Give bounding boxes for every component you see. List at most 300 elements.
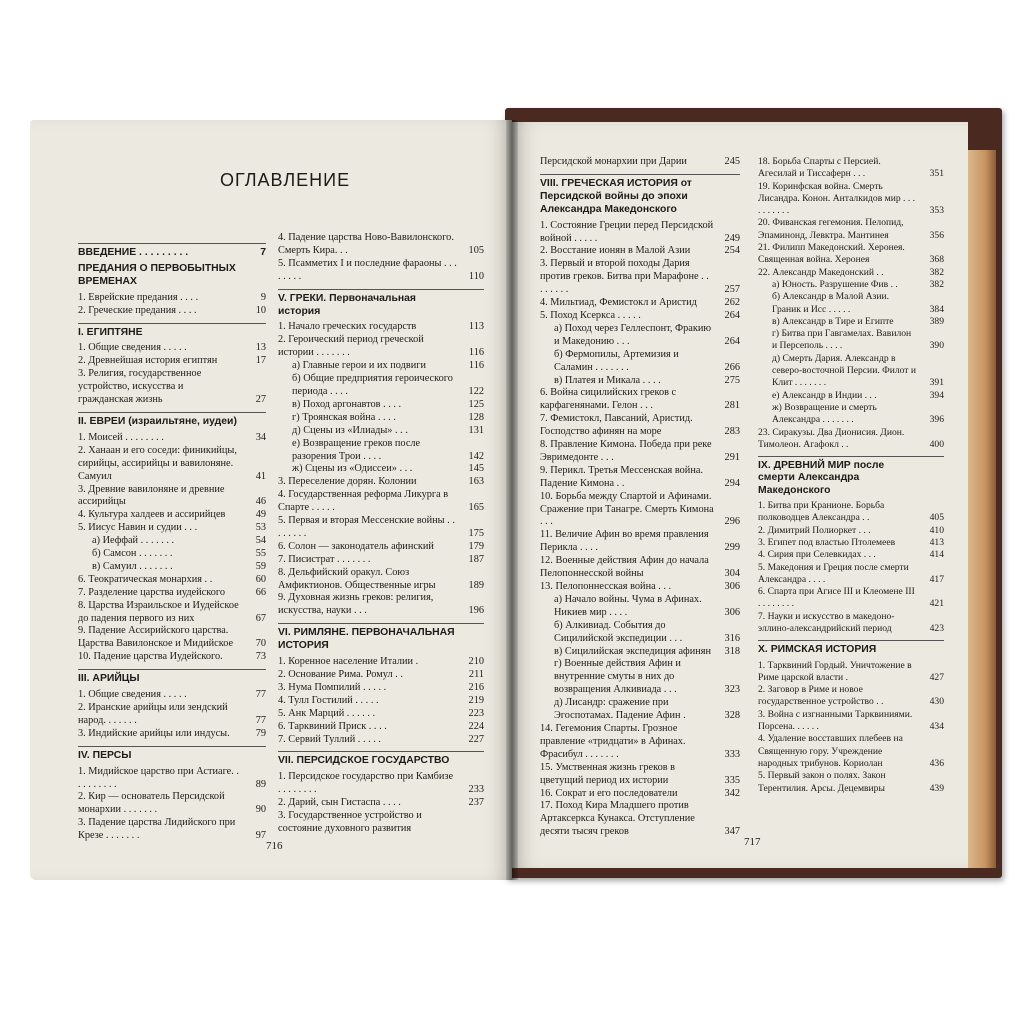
- toc-entry-title: 2. Основание Рима. Ромул . .: [278, 669, 403, 680]
- toc-entry-title: 7. Науки и искусство в македоно-эллино-александрийский период: [758, 610, 895, 634]
- toc-entry-page: 113: [468, 321, 484, 333]
- toc-entry: [758, 709, 944, 734]
- section-heading: [278, 289, 484, 319]
- toc-entry-title: 7. Разделение царства иудейского: [78, 586, 225, 598]
- toc-entry-page: 351: [929, 168, 944, 180]
- toc-entry: [540, 555, 740, 581]
- toc-entry: [278, 810, 484, 836]
- toc-entry-title: 2. Древнейшая история египтян: [78, 355, 218, 367]
- toc-entry-page: 54: [255, 535, 266, 547]
- toc-entry: [540, 620, 740, 646]
- toc-entry-title: 6. Солон — законодатель афинский: [278, 540, 434, 552]
- toc-entry-page: 128: [468, 411, 484, 423]
- toc-entry-page: 257: [724, 284, 740, 296]
- toc-entry-title: 2. Димитрий Полиоркет . . .: [758, 524, 871, 536]
- toc-entry-page: 436: [929, 757, 944, 769]
- toc-entry: [278, 682, 484, 695]
- toc-entry-title: 23. Сиракузы. Два Дионисия. Дион. Тимолеон. Агафокл . .: [758, 426, 905, 450]
- toc-entry-title: 1. Моисей . . . . . . . .: [78, 431, 164, 443]
- toc-entry-page: 179: [468, 540, 484, 552]
- toc-entry-title: а) Юность. Разрушение Фив . .: [772, 278, 898, 290]
- toc-entry-title: 3. Египет под властью Птолемеев: [758, 536, 896, 548]
- toc-entry: [278, 554, 484, 567]
- toc-entry: [758, 586, 944, 611]
- toc-entry-title: б) Общие предприятия героического периода . . . .: [292, 373, 453, 397]
- toc-entry: [278, 412, 484, 425]
- toc-entry-page: 116: [468, 347, 484, 359]
- toc-entry-title: в) Платея и Микала . . . .: [554, 374, 661, 386]
- toc-entry: [540, 258, 740, 297]
- toc-entry: [278, 541, 484, 554]
- toc-entry-page: 145: [468, 463, 484, 475]
- toc-entry-page: 430: [929, 696, 944, 708]
- toc-entry-title: е) Возвращение греков после разорения Трои . . . .: [292, 437, 421, 462]
- toc-entry-page: 233: [468, 784, 484, 796]
- toc-entry: [78, 817, 266, 843]
- toc-entry-page: 237: [468, 797, 484, 809]
- toc-entry-title: 1. Тарквиний Гордый. Уничтожение в Риме царской власти .: [758, 659, 912, 683]
- toc-entry-title: 2. Кир — основатель Персидской монархии . . . . . . .: [78, 791, 225, 816]
- toc-entry-page: 264: [724, 335, 740, 347]
- toc-entry: [278, 399, 484, 412]
- toc-entry: [78, 548, 266, 561]
- toc-entry-title: 8. Правление Кимона. Победа при реке Эвримедонте . . .: [540, 439, 712, 463]
- toc-entry-title: 1. Общие сведения . . . . .: [78, 689, 187, 701]
- toc-entry: [758, 267, 944, 279]
- toc-entry-title: д) Смерть Дария. Александр в северо-восточной Персии. Филот и Клит . . . . . . .: [772, 352, 917, 389]
- toc-entry-page: 97: [255, 830, 266, 842]
- toc-entry: [278, 567, 484, 593]
- toc-entry-page: 70: [255, 638, 266, 650]
- toc-entry-title: 4. Удаление восставших плебеев на Священную гору. Учреждение народных трибунов. Кориолан: [758, 733, 903, 769]
- toc-entry-title: ПРЕДАНИЯ О ПЕРВОБЫТНЫХ ВРЕМЕНАХ: [78, 262, 236, 287]
- toc-entry: [758, 770, 944, 795]
- toc-entry-page: 77: [255, 714, 266, 726]
- toc-entry-page: 53: [255, 522, 266, 534]
- toc-entry-page: 306: [724, 606, 740, 618]
- toc-entry: [278, 797, 484, 810]
- section-heading: [758, 640, 944, 656]
- toc-entry-title: д) Сцены из «Илиады» . . .: [292, 424, 408, 436]
- toc-entry: [540, 245, 740, 258]
- toc-entry: [278, 360, 484, 373]
- toc-entry-page: 73: [255, 651, 266, 663]
- toc-entry: [78, 484, 266, 510]
- toc-entry-page: 66: [255, 586, 266, 598]
- toc-entry-page: 423: [929, 622, 944, 634]
- toc-entry: [540, 323, 740, 349]
- toc-entry-page: 335: [724, 774, 740, 786]
- toc-entry: [540, 723, 740, 762]
- toc-entry-title: 3. Государственное устройство и состояние духовного развития: [278, 810, 422, 834]
- toc-entry: [540, 349, 740, 375]
- toc-entry: [78, 535, 266, 548]
- section-heading: [78, 669, 266, 686]
- toc-entry: [540, 491, 740, 530]
- toc-entry: [758, 390, 944, 402]
- toc-entry-page: 368: [929, 254, 944, 266]
- toc-entry: [78, 791, 266, 817]
- toc-entry-title: 1. Персидское государство при Камбизе . . . . . . . .: [278, 771, 454, 796]
- toc-entry-title: е) Александр в Индии . . .: [772, 389, 877, 401]
- toc-entry-title: а) Главные герои и их подвиги: [292, 360, 426, 372]
- toc-entry-title: VI. РИМЛЯНЕ. ПЕРВОНАЧАЛЬНАЯ ИСТОРИЯ: [278, 627, 455, 652]
- toc-entry-page: 227: [468, 733, 484, 745]
- toc-entry-title: III. АРИЙЦЫ: [78, 673, 140, 685]
- toc-entry: [758, 684, 944, 709]
- toc-entry-title: б) Самсон . . . . . . .: [92, 548, 173, 560]
- toc-entry-page: 333: [724, 748, 740, 760]
- toc-entry-title: д) Лисандр: сражение при Эгоспотамах. Падение Афин .: [554, 697, 686, 722]
- toc-entry-title: 7. Писистрат . . . . . . .: [278, 553, 371, 565]
- toc-entry: [540, 310, 740, 323]
- toc-entry-page: 347: [724, 826, 740, 838]
- toc-column-4: [758, 156, 944, 795]
- toc-entry-title: 1. Еврейские предания . . . .: [78, 291, 199, 303]
- toc-entry-title: в) Александр в Тире и Египте: [772, 315, 894, 327]
- toc-entry-title: б) Фермопилы, Артемизия и Саламин . . . . . . .: [554, 348, 679, 373]
- toc-entry-title: 9. Падение Ассирийского царства. Царства Вавилонское и Мидийское: [78, 625, 234, 650]
- toc-entry: [78, 522, 266, 535]
- toc-entry-title: V. ГРЕКИ. Первоначальная история: [278, 292, 416, 317]
- toc-entry-title: 4. Государственная реформа Ликурга в Спарте . . . . .: [278, 489, 449, 514]
- toc-entry-page: 216: [468, 681, 484, 693]
- toc-entry-page: 210: [468, 656, 484, 668]
- toc-entry-title: 5. Анк Марций . . . . . .: [278, 707, 376, 719]
- toc-entry-title: 13. Пелопоннесская война . . .: [540, 581, 672, 592]
- page-title: ОГЛАВЛЕНИЕ: [220, 170, 351, 190]
- toc-entry-page: 400: [929, 438, 944, 450]
- toc-entry: [278, 476, 484, 489]
- section-heading: [758, 456, 944, 497]
- toc-entry: [758, 611, 944, 636]
- toc-entry: [278, 373, 484, 399]
- toc-entry-title: 1. Состояние Греции перед Персидской войной . . . . .: [540, 219, 714, 244]
- toc-entry: [78, 342, 266, 355]
- toc-column-3: [540, 156, 740, 839]
- toc-entry-title: 4. Мильтиад, Фемистокл и Аристид: [540, 297, 697, 309]
- toc-entry-page: 49: [255, 509, 266, 521]
- toc-entry-page: 67: [255, 612, 266, 624]
- toc-entry: [278, 771, 484, 797]
- toc-entry-page: 249: [724, 232, 740, 244]
- toc-entry-title: 3. Древние вавилоняне и древние ассирийцы: [78, 483, 225, 508]
- toc-entry-page: 342: [724, 787, 740, 799]
- toc-entry-title: 10. Борьба между Спартой и Афинами. Сражение при Танагре. Смерть Кимона . . .: [540, 490, 714, 528]
- toc-entry-page: 414: [929, 549, 944, 561]
- toc-entry: [278, 425, 484, 438]
- toc-entry-title: 12. Военные действия Афин до начала Пелопоннесской войны: [540, 555, 709, 580]
- toc-entry-page: 60: [255, 573, 266, 585]
- book-gutter: [506, 120, 518, 880]
- toc-entry-title: 5. Поход Ксеркса . . . . .: [540, 309, 641, 321]
- toc-entry-title: 4. Тулл Гостилий . . . . .: [278, 694, 379, 706]
- toc-entry-page: 196: [468, 605, 484, 617]
- toc-entry-page: 323: [724, 684, 740, 696]
- toc-entry: [78, 561, 266, 574]
- toc-entry-title: б) Алкивиад. События до Сицилийской экспедиции . . .: [554, 619, 683, 644]
- toc-entry-page: 316: [724, 632, 740, 644]
- toc-entry: [540, 413, 740, 439]
- toc-entry-page: 434: [929, 721, 944, 733]
- toc-entry-title: Персидской монархии при Дарии: [540, 156, 687, 167]
- toc-entry-page: 77: [255, 689, 266, 701]
- toc-entry: [758, 660, 944, 685]
- toc-entry: [758, 733, 944, 770]
- toc-entry-page: 394: [929, 389, 944, 401]
- toc-entry-page: 79: [255, 727, 266, 739]
- toc-entry-title: 2. Восстание ионян в Малой Азии: [540, 245, 691, 257]
- toc-entry-title: 7. Сервий Туллий . . . . .: [278, 733, 381, 745]
- toc-entry-title: 1. Битва при Кранионе. Борьба полководцев Александра . .: [758, 500, 885, 524]
- toc-entry-title: 1. Общие сведения . . . . .: [78, 342, 187, 354]
- toc-entry-title: 2. Дарий, сын Гистаспа . . . .: [278, 797, 401, 809]
- toc-entry: [278, 708, 484, 721]
- toc-entry-title: г) Троянская война . . . .: [292, 411, 396, 423]
- toc-entry: [540, 439, 740, 465]
- section-heading: [78, 746, 266, 763]
- toc-entry: [758, 279, 944, 291]
- toc-entry-title: IX. ДРЕВНИЙ МИР после смерти Александра Македонского: [758, 460, 885, 496]
- toc-entry-page: 105: [468, 244, 484, 256]
- toc-entry-title: 6. Война сицилийских греков с карфагенянами. Гелон . . .: [540, 387, 677, 412]
- toc-entry: [78, 445, 266, 484]
- toc-entry: [758, 353, 944, 390]
- toc-entry-title: 11. Величие Афин во время правления Перикла . . . .: [540, 529, 709, 554]
- section-heading: [78, 412, 266, 429]
- toc-entry-page: 59: [255, 560, 266, 572]
- toc-entry-page: 219: [468, 694, 484, 706]
- toc-entry: [78, 728, 266, 741]
- toc-entry-page: 405: [929, 512, 944, 524]
- toc-entry-page: 291: [724, 451, 740, 463]
- toc-entry-page: 9: [260, 291, 266, 303]
- toc-entry: [278, 334, 484, 360]
- toc-entry: [758, 549, 944, 561]
- toc-entry: [78, 702, 266, 728]
- toc-entry: [278, 669, 484, 682]
- toc-entry: [758, 562, 944, 587]
- toc-entry-title: 5. Псамметих I и последние фараоны . . . . . . . .: [278, 257, 457, 282]
- toc-entry: [758, 242, 944, 267]
- toc-entry-page: 34: [255, 431, 266, 443]
- section-heading: [78, 263, 266, 289]
- toc-entry: [758, 402, 944, 427]
- toc-entry-page: 421: [929, 598, 944, 610]
- toc-entry-page: 410: [929, 524, 944, 536]
- toc-entry: [540, 581, 740, 594]
- toc-entry: [278, 463, 484, 476]
- toc-entry: [540, 800, 740, 839]
- toc-entry: [758, 427, 944, 452]
- toc-entry-page: 439: [929, 782, 944, 794]
- toc-entry-title: 2. Греческие предания . . . .: [78, 304, 197, 316]
- toc-entry-title: 15. Умственная жизнь греков в цветущий период их истории: [540, 761, 676, 786]
- toc-entry-page: 223: [468, 707, 484, 719]
- toc-entry-page: 318: [724, 645, 740, 657]
- toc-entry: [78, 600, 266, 626]
- toc-entry-page: 390: [929, 340, 944, 352]
- toc-entry-page: 122: [468, 385, 484, 397]
- toc-entry-title: 3. Индийские арийцы или индусы.: [78, 727, 230, 739]
- toc-entry-title: 1. Мидийское царство при Астиаге. . . . . . . . . .: [78, 765, 239, 790]
- toc-entry-title: а) Поход через Геллеспонт, Фракию и Македонию . . .: [554, 322, 712, 347]
- toc-entry-title: X. РИМСКАЯ ИСТОРИЯ: [758, 644, 877, 656]
- toc-entry-title: в) Самуил . . . . . . .: [92, 560, 173, 572]
- toc-entry-page: 304: [724, 568, 740, 580]
- toc-entry-page: 175: [468, 527, 484, 539]
- toc-entry: [78, 651, 266, 664]
- toc-entry: [540, 220, 740, 246]
- toc-entry: [278, 721, 484, 734]
- toc-entry: [758, 217, 944, 242]
- toc-entry: [278, 592, 484, 618]
- toc-entry-page: 187: [468, 553, 484, 565]
- toc-entry-title: в) Сицилийская экспедиция афинян: [554, 645, 711, 657]
- toc-entry-page: 396: [929, 414, 944, 426]
- toc-column-1: [78, 238, 266, 843]
- toc-entry-page: 165: [468, 502, 484, 514]
- toc-entry-title: 16. Сократ и его последователи: [540, 787, 678, 799]
- toc-entry-title: 19. Коринфская война. Смерть Лисандра. Конон. Анталкидов мир . . . . . . . . . .: [758, 180, 916, 217]
- toc-entry-title: 8. Дельфийский оракул. Союз Амфиктионов. Общественные игры: [278, 566, 436, 591]
- toc-entry: [758, 316, 944, 328]
- toc-entry: [78, 625, 266, 651]
- toc-entry-page: 283: [724, 426, 740, 438]
- toc-entry-page: 427: [929, 671, 944, 683]
- toc-entry-title: 5. Иисус Навин и судии . . .: [78, 522, 198, 534]
- toc-entry-title: 6. Тарквиний Приск . . . .: [278, 720, 387, 732]
- toc-entry-page: 125: [468, 398, 484, 410]
- toc-entry-title: 21. Филипп Македонский. Херонея. Священная война. Херонея: [758, 242, 905, 266]
- toc-column-2: [278, 232, 484, 836]
- toc-entry: [540, 788, 740, 801]
- toc-entry-page: 391: [929, 377, 944, 389]
- toc-entry-title: 4. Культура халдеев и ассирийцев: [78, 509, 226, 521]
- toc-entry-page: 163: [468, 476, 484, 488]
- toc-entry-page: 389: [929, 315, 944, 327]
- toc-entry-title: 2. Героический период греческой истории . . . . . . .: [278, 334, 424, 359]
- toc-entry-title: 7. Фемистокл, Павсаний, Аристид. Господство афинян на море: [540, 413, 693, 438]
- toc-entry-page: 90: [255, 804, 266, 816]
- toc-entry-title: 8. Царства Израильское и Иудейское до падения первого из них: [78, 599, 239, 624]
- toc-entry: [78, 368, 266, 407]
- toc-entry-title: ж) Сцены из «Одиссеи» . . .: [292, 463, 413, 475]
- toc-entry: [278, 232, 484, 258]
- toc-entry-title: 3. Нума Помпилий . . . . .: [278, 681, 387, 693]
- toc-entry-title: 6. Теократическая монархия . .: [78, 573, 213, 585]
- toc-entry: [758, 291, 944, 316]
- toc-entry: [540, 375, 740, 388]
- toc-entry-page: 7: [260, 247, 266, 258]
- toc-entry-title: 2. Заговор в Риме и новое государственное устройство . .: [758, 684, 884, 708]
- toc-entry-page: 299: [724, 542, 740, 554]
- toc-entry-page: 328: [724, 710, 740, 722]
- toc-entry-page: 224: [468, 720, 484, 732]
- toc-entry-title: 14. Гегемония Спарты. Грозное правление «тридцати» в Афинах. Фрасибул . . . . . . .: [540, 722, 686, 760]
- section-heading: [78, 323, 266, 340]
- toc-entry-page: 17: [255, 355, 266, 367]
- section-heading: [78, 243, 266, 260]
- toc-entry-title: 3. Война с изгнанными Тарквиниями. Порсена. . . . . .: [758, 708, 913, 733]
- toc-entry: [758, 181, 944, 218]
- toc-entry-title: 4. Сирия при Селевкидах . . .: [758, 549, 876, 561]
- toc-entry: [278, 489, 484, 515]
- toc-entry: [78, 574, 266, 587]
- toc-entry-page: 264: [724, 309, 740, 321]
- toc-entry: [540, 387, 740, 413]
- toc-entry-title: 9. Перикл. Третья Мессенская война. Падение Кимона . .: [540, 464, 703, 489]
- toc-entry-title: 5. Первая и вторая Мессенские войны . . . . . . . .: [278, 515, 455, 539]
- toc-entry-page: 382: [929, 266, 944, 278]
- toc-entry-page: 296: [724, 516, 740, 528]
- toc-entry: [540, 529, 740, 555]
- toc-entry-page: 142: [468, 450, 484, 462]
- right-page-number: 717: [744, 836, 761, 848]
- section-heading: [540, 174, 740, 217]
- toc-entry-title: 6. Спарта при Агисе III и Клеомене III . . . . . . . .: [758, 586, 915, 610]
- toc-entry-title: 22. Александр Македонский . .: [758, 266, 884, 278]
- toc-entry-page: 110: [468, 270, 484, 282]
- toc-entry: [758, 537, 944, 549]
- toc-entry-page: 27: [255, 394, 266, 406]
- toc-entry-page: 353: [929, 205, 944, 217]
- toc-entry: [278, 258, 484, 284]
- toc-entry-page: 306: [724, 581, 740, 592]
- toc-entry-title: г) Военные действия Афин и внутренние смуты в них до возвращения Алкивиада . . .: [554, 658, 681, 696]
- toc-entry-page: 89: [255, 778, 266, 790]
- toc-entry: [278, 321, 484, 334]
- toc-entry-page: 211: [468, 669, 484, 680]
- toc-entry: [540, 594, 740, 620]
- toc-entry-page: 417: [929, 573, 944, 585]
- toc-entry: [78, 432, 266, 445]
- toc-entry-title: 4. Падение царства Ново-Вавилонского. Смерть Кира. . .: [278, 232, 454, 256]
- toc-entry-page: 41: [255, 470, 266, 482]
- toc-entry-page: 116: [468, 360, 484, 372]
- toc-entry-page: 266: [724, 361, 740, 373]
- toc-entry-title: 5. Македония и Греция после смерти Александра . . . .: [758, 561, 909, 585]
- toc-entry-title: 3. Религия, государственное устройство, искусства и гражданская жизнь: [78, 368, 202, 406]
- toc-entry-title: 10. Падение царства Иудейского.: [78, 651, 223, 663]
- toc-entry-page: 382: [929, 278, 944, 290]
- toc-entry-title: 1. Коренное население Италии .: [278, 656, 419, 668]
- toc-entry-title: ж) Возвращение и смерть Александра . . . . . . .: [772, 401, 877, 426]
- toc-entry: [278, 515, 484, 541]
- toc-entry-page: 189: [468, 579, 484, 591]
- toc-entry-title: а) Начало войны. Чума в Афинах. Никиев мир . . . .: [554, 593, 702, 618]
- toc-entry-title: 2. Ханаан и его соседи: финикийцы, сирийцы, ассирийцы и вавилоняне. Самуил: [78, 444, 237, 482]
- toc-entry-title: 18. Борьба Спарты с Персией. Агесилай и Тиссаферн . . .: [758, 156, 881, 180]
- toc-entry: [278, 438, 484, 464]
- toc-entry: [78, 766, 266, 792]
- toc-entry-page: 294: [724, 477, 740, 489]
- toc-entry-title: г) Битва при Гавгамелах. Вавилон и Персеполь . . . .: [772, 328, 912, 352]
- toc-entry: [540, 697, 740, 723]
- toc-entry-page: 413: [929, 536, 944, 548]
- toc-entry: [278, 734, 484, 747]
- toc-entry-page: 254: [724, 245, 740, 257]
- toc-entry: [78, 305, 266, 318]
- toc-entry-page: 245: [724, 156, 740, 167]
- toc-entry-page: 275: [724, 374, 740, 386]
- toc-entry-title: VII. ПЕРСИДСКОЕ ГОСУДАРСТВО: [278, 755, 450, 767]
- toc-entry-title: 20. Фиванская гегемония. Пелопид, Эпаминонд, Левктра. Мантинея: [758, 217, 904, 241]
- toc-entry-title: 17. Поход Кира Младшего против Артаксеркса Кунакса. Отступление десяти тысяч греков: [540, 800, 695, 838]
- toc-entry: [758, 525, 944, 537]
- toc-entry-page: 10: [255, 304, 266, 316]
- toc-entry-title: ВВЕДЕНИЕ . . . . . . . . .: [78, 247, 189, 258]
